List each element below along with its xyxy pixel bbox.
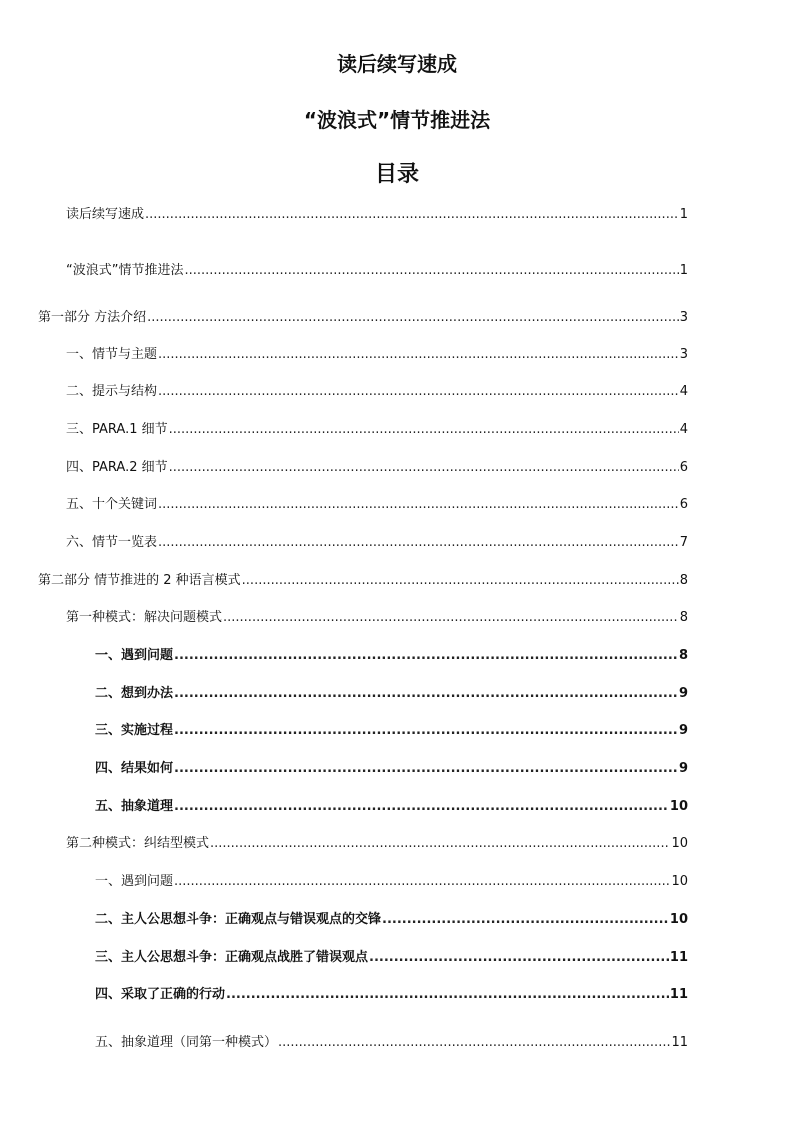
toc-entry-label: 三、实施过程 xyxy=(95,723,174,738)
toc-entry-page: 7 xyxy=(679,535,688,550)
toc-entry-section[interactable] xyxy=(66,383,688,400)
toc-dot-leader xyxy=(226,986,669,1003)
toc-entry-page: 10 xyxy=(669,799,688,814)
toc-dot-leader xyxy=(158,534,679,551)
toc-entry-label: 五、十个关键词 xyxy=(66,497,158,512)
toc-dot-leader xyxy=(382,911,669,928)
toc-entry-section[interactable] xyxy=(66,459,688,476)
toc-entry-label: 一、情节与主题 xyxy=(66,347,158,362)
toc-entry-section[interactable] xyxy=(66,534,688,551)
toc-entry-page: 9 xyxy=(678,723,688,738)
toc-entry-section[interactable] xyxy=(66,346,688,363)
toc-entry-label: 二、想到办法 xyxy=(95,686,174,701)
toc-entry-mode-2[interactable] xyxy=(66,835,688,852)
toc-entry-label: 第二种模式：纠结型模式 xyxy=(66,836,210,851)
toc-entry-page: 3 xyxy=(679,310,688,325)
toc-entry-label: 四、结果如何 xyxy=(95,761,174,776)
toc-entry-label: 第一部分 方法介绍 xyxy=(38,310,147,325)
document-subtitle: “波浪式”情节推进法 xyxy=(303,108,491,132)
toc-entry-step[interactable] xyxy=(95,1034,688,1051)
toc-dot-leader xyxy=(158,383,679,400)
toc-dot-leader xyxy=(174,798,669,815)
toc-dot-leader xyxy=(158,496,679,513)
toc-entry-page: 4 xyxy=(679,422,688,437)
toc-entry-label: 六、情节一览表 xyxy=(66,535,158,550)
toc-entry-section[interactable] xyxy=(66,421,688,438)
toc-entry-step[interactable] xyxy=(95,760,688,777)
document-title: 读后续写速成 xyxy=(337,52,457,76)
toc-entry-page: 11 xyxy=(669,950,688,965)
toc-entry-mode-1[interactable] xyxy=(66,609,688,626)
toc-entry-label: “波浪式”情节推进法 xyxy=(66,263,184,278)
toc-entry-label: 第二部分 情节推进的 2 种语言模式 xyxy=(38,573,241,588)
toc-dot-leader xyxy=(174,685,678,702)
toc-entry-step[interactable] xyxy=(95,911,688,928)
toc-entry-title[interactable] xyxy=(66,206,688,223)
toc-dot-leader xyxy=(369,949,669,966)
toc-entry-label: 二、提示与结构 xyxy=(66,384,158,399)
toc-entry-page: 3 xyxy=(679,347,688,362)
toc-entry-step[interactable] xyxy=(95,722,688,739)
toc-entry-page: 1 xyxy=(679,207,688,222)
toc-entry-label: 三、主人公思想斗争：正确观点战胜了错误观点 xyxy=(95,950,369,965)
toc-entry-label: 五、抽象道理（同第一种模式） xyxy=(95,1035,278,1050)
toc-entry-part-1[interactable] xyxy=(38,309,688,326)
toc-entry-page: 6 xyxy=(679,497,688,512)
toc-dot-leader xyxy=(169,421,679,438)
toc-dot-leader xyxy=(174,722,678,739)
toc-entry-page: 8 xyxy=(679,610,688,625)
toc-dot-leader xyxy=(184,262,678,279)
toc-dot-leader xyxy=(242,572,679,589)
toc-dot-leader xyxy=(174,873,670,890)
toc-entry-label: 一、遇到问题 xyxy=(95,874,174,889)
toc-entry-part-2[interactable] xyxy=(38,572,688,589)
toc-entry-label: 四、PARA.2 细节 xyxy=(66,460,168,475)
toc-entry-step[interactable] xyxy=(95,798,688,815)
toc-entry-label: 一、遇到问题 xyxy=(95,648,174,663)
toc-entry-section[interactable] xyxy=(66,496,688,513)
toc-dot-leader xyxy=(158,346,679,363)
toc-entry-page: 4 xyxy=(679,384,688,399)
toc-entry-step[interactable] xyxy=(95,647,688,664)
toc-entry-page: 9 xyxy=(678,686,688,701)
toc-entry-label: 四、采取了正确的行动 xyxy=(95,987,226,1002)
toc-entry-label: 三、PARA.1 细节 xyxy=(66,422,168,437)
toc-entry-label: 二、主人公思想斗争：正确观点与错误观点的交锋 xyxy=(95,912,382,927)
toc-entry-page: 10 xyxy=(669,912,688,927)
toc-heading: 目录 xyxy=(374,162,419,187)
toc-dot-leader xyxy=(210,835,670,852)
toc-entry-label: 读后续写速成 xyxy=(66,207,145,222)
toc-dot-leader xyxy=(169,459,679,476)
toc-entry-subtitle[interactable] xyxy=(66,262,688,279)
toc-entry-page: 10 xyxy=(671,874,688,889)
toc-entry-step[interactable] xyxy=(95,873,688,890)
toc-entry-page: 8 xyxy=(678,648,688,663)
toc-entry-page: 11 xyxy=(671,1035,688,1050)
toc-dot-leader xyxy=(278,1034,670,1051)
toc-entry-page: 1 xyxy=(679,263,688,278)
toc-dot-leader xyxy=(174,760,678,777)
toc-entry-page: 10 xyxy=(671,836,688,851)
toc-dot-leader xyxy=(147,309,679,326)
toc-entry-page: 6 xyxy=(679,460,688,475)
toc-entry-page: 11 xyxy=(669,987,688,1002)
toc-entry-step[interactable] xyxy=(95,949,688,966)
toc-entry-page: 8 xyxy=(679,573,688,588)
toc-entry-step[interactable] xyxy=(95,685,688,702)
toc-entry-page: 9 xyxy=(678,761,688,776)
toc-entry-label: 第一种模式：解决问题模式 xyxy=(66,610,223,625)
toc-dot-leader xyxy=(174,647,678,664)
toc-dot-leader xyxy=(223,609,679,626)
toc-entry-step[interactable] xyxy=(95,986,688,1003)
toc-entry-label: 五、抽象道理 xyxy=(95,799,174,814)
toc-dot-leader xyxy=(145,206,679,223)
